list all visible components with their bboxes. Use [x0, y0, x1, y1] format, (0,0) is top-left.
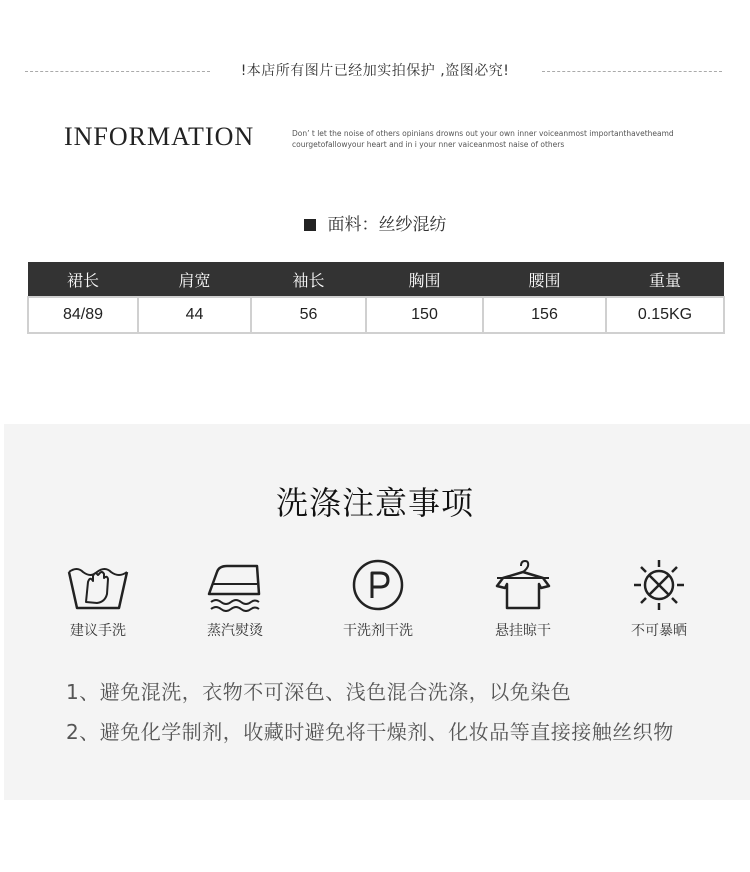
hang-dry-icon: [491, 558, 555, 612]
table-cell: 156: [483, 297, 606, 333]
wash-title: 洗涤注意事项: [275, 484, 474, 522]
icon-label: 建议手洗: [70, 623, 126, 639]
fabric-text: 面料：丝纱混纺: [327, 215, 447, 235]
table-header-cell: 腰围: [483, 262, 606, 297]
dry-clean-p-icon: [346, 558, 410, 612]
square-bullet-icon: [304, 219, 316, 231]
size-table-header-row: [28, 262, 724, 297]
table-header-cell: 重量: [606, 262, 724, 297]
wash-icon-item: [318, 558, 438, 640]
table-header-cell: 袖长: [251, 262, 366, 297]
wash-icon-item: [463, 558, 583, 640]
wash-icon-item: [175, 558, 295, 640]
icon-label: 悬挂晾干: [495, 623, 551, 639]
icon-label: 干洗剂干洗: [343, 623, 413, 639]
wash-icon-item: [599, 558, 719, 640]
iron-steam-icon: [203, 558, 267, 612]
fabric-line: [0, 210, 750, 235]
info-desc-line: courgetofallowyour heart and in i your nner vaiceanmost naise of others: [292, 140, 565, 149]
info-title: INFORMATION: [64, 122, 255, 151]
table-cell: 150: [366, 297, 483, 333]
table-cell: 84/89: [28, 297, 138, 333]
care-note: 1、避免混洗，衣物不可深色、浅色混合洗涤，以免染色: [66, 680, 572, 704]
no-sun-icon: [627, 558, 691, 612]
info-description: [292, 128, 712, 150]
size-table-row: [28, 297, 724, 333]
table-cell: 44: [138, 297, 251, 333]
care-note: 2、避免化学制剂，收藏时避免将干燥剂、化妆品等直接接触丝织物: [66, 720, 674, 744]
info-desc-line: Don’ t let the noise of others opinians drowns out your own inner voiceanmost importanthavetheamd: [292, 129, 674, 138]
table-cell: 0.15KG: [606, 297, 724, 333]
size-table: [27, 262, 725, 334]
table-cell: 56: [251, 297, 366, 333]
icon-label: 不可暴晒: [631, 623, 687, 639]
hand-wash-icon: [66, 558, 130, 612]
copyright-notice: !本店所有图片已经加实拍保护 ,盗图必究!: [235, 63, 516, 79]
table-header-cell: 胸围: [366, 262, 483, 297]
table-header-cell: 裙长: [28, 262, 138, 297]
wash-icon-item: [38, 558, 158, 640]
icon-label: 蒸汽熨烫: [207, 623, 263, 639]
table-header-cell: 肩宽: [138, 262, 251, 297]
